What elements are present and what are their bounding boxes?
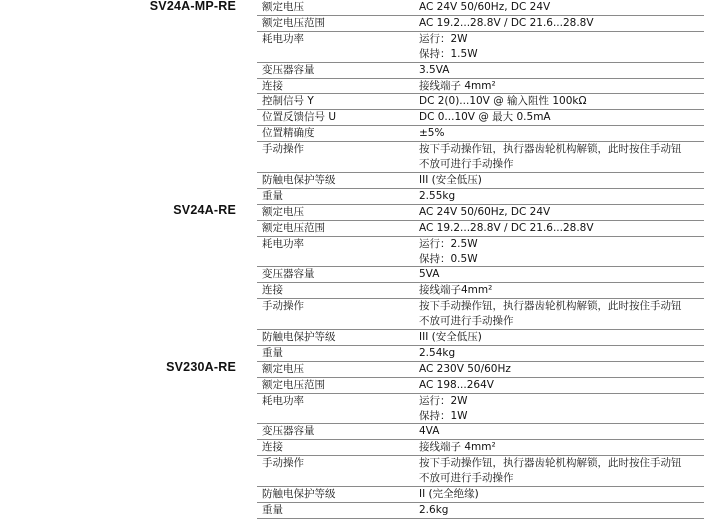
spec-value [419, 221, 704, 236]
spec-value [419, 189, 704, 204]
spec-row [257, 188, 704, 204]
spec-label: 连接 [262, 441, 283, 454]
model-heading: SV24A-RE [173, 203, 236, 217]
spec-value-line: 4VA [419, 425, 440, 438]
spec-value-line: II (完全绝缘) [419, 488, 479, 501]
spec-value [419, 32, 704, 62]
model-heading: SV24A-MP-RE [149, 0, 236, 13]
spec-row [257, 109, 704, 125]
spec-value [419, 126, 704, 141]
spec-value [419, 142, 704, 172]
spec-value [419, 299, 704, 329]
spec-value-line: 保持：1.5W [419, 47, 478, 60]
spec-label: 重量 [262, 346, 283, 359]
spec-value-line: AC 230V 50/60Hz [419, 362, 511, 375]
spec-value-line: 保持：0.5W [419, 252, 478, 265]
spec-value [419, 440, 704, 455]
spec-label: 变压器容量 [262, 268, 315, 281]
spec-row [257, 15, 704, 31]
spec-value [419, 110, 704, 125]
spec-row [257, 93, 704, 109]
spec-row [257, 439, 704, 455]
spec-value-line: 接线端子 4mm² [419, 441, 496, 454]
spec-row [257, 172, 704, 188]
spec-label: 连接 [262, 284, 283, 297]
spec-value-line: 2.54kg [419, 346, 456, 359]
spec-row [257, 31, 704, 62]
spec-value-line: 5VA [419, 268, 440, 281]
spec-row [257, 220, 704, 236]
spec-value [419, 424, 704, 439]
spec-value-line: AC 19.2...28.8V / DC 21.6...28.8V [419, 221, 594, 234]
spec-row [257, 125, 704, 141]
spec-value-line: ±5% [419, 127, 445, 140]
spec-label: 连接 [262, 79, 283, 92]
spec-value [419, 394, 704, 424]
spec-row [257, 298, 704, 329]
spec-value-line: 2.55kg [419, 189, 456, 202]
spec-value-line: 3.5VA [419, 63, 450, 76]
model-heading: SV230A-RE [166, 360, 236, 374]
spec-value-line: DC 0...10V @ 最大 0.5mA [419, 111, 551, 124]
spec-row [257, 345, 704, 361]
spec-row [257, 455, 704, 486]
spec-row [257, 423, 704, 439]
spec-value [419, 94, 704, 109]
spec-value-line: 运行：2.5W [419, 237, 478, 250]
spec-value-line: 按下手动操作钮，执行器齿轮机构解锁，此时按住手动钮 [419, 143, 682, 156]
spec-value-line: 不放可进行手动操作 [419, 315, 514, 328]
spec-label: 额定电压 [262, 205, 304, 218]
spec-row [257, 361, 704, 377]
spec-row [257, 0, 704, 15]
spec-label: 额定电压 [262, 362, 304, 375]
spec-label: 手动操作 [262, 143, 304, 156]
spec-section [257, 0, 704, 204]
spec-label: 重量 [262, 504, 283, 516]
spec-value [419, 362, 704, 377]
spec-value [419, 487, 704, 502]
spec-value-line: AC 198...264V [419, 378, 494, 391]
spec-row [257, 502, 704, 518]
spec-value-line: 接线端子 4mm² [419, 79, 496, 92]
spec-row [257, 62, 704, 78]
spec-label: 位置反馈信号 U [262, 111, 337, 124]
spec-value-line: DC 2(0)...10V @ 输入阻性 100kΩ [419, 95, 587, 108]
spec-value-line: AC 24V 50/60Hz, DC 24V [419, 205, 551, 218]
spec-label: 耗电功率 [262, 32, 304, 45]
spec-value [419, 456, 704, 486]
spec-row [257, 329, 704, 345]
spec-value-line: 2.6kg [419, 504, 449, 516]
spec-value-line: III (安全低压) [419, 331, 482, 344]
spec-label: 手动操作 [262, 300, 304, 313]
spec-label: 位置精确度 [262, 127, 315, 140]
spec-value-line: 接线端子4mm² [419, 284, 493, 297]
spec-row [257, 393, 704, 424]
spec-label: 额定电压范围 [262, 378, 325, 391]
spec-value-line: 按下手动操作钮，执行器齿轮机构解锁，此时按住手动钮 [419, 300, 682, 313]
spec-value [419, 63, 704, 78]
spec-value [419, 267, 704, 282]
spec-value-line: 保持：1W [419, 409, 468, 422]
spec-label: 变压器容量 [262, 63, 315, 76]
spec-label: 防触电保护等级 [262, 488, 336, 501]
spec-value [419, 16, 704, 31]
spec-row [257, 204, 704, 220]
spec-label: 防触电保护等级 [262, 331, 336, 344]
spec-value [419, 205, 704, 220]
spec-row [257, 377, 704, 393]
spec-row [257, 282, 704, 298]
spec-value [419, 237, 704, 267]
spec-row [257, 78, 704, 94]
spec-value [419, 173, 704, 188]
spec-value [419, 79, 704, 94]
spec-section [257, 204, 704, 361]
spec-value-line: AC 24V 50/60Hz, DC 24V [419, 1, 551, 13]
spec-row [257, 486, 704, 502]
spec-value [419, 346, 704, 361]
spec-section [257, 361, 704, 518]
spec-value-line: 不放可进行手动操作 [419, 158, 514, 171]
spec-value [419, 378, 704, 393]
spec-row [257, 266, 704, 282]
spec-label: 防触电保护等级 [262, 173, 336, 186]
spec-label: 变压器容量 [262, 425, 315, 438]
spec-value-line: AC 19.2...28.8V / DC 21.6...28.8V [419, 16, 594, 29]
spec-label: 耗电功率 [262, 394, 304, 407]
spec-label: 额定电压范围 [262, 221, 325, 234]
spec-label: 重量 [262, 189, 283, 202]
spec-value [419, 330, 704, 345]
spec-value-line: 按下手动操作钮，执行器齿轮机构解锁，此时按住手动钮 [419, 457, 682, 470]
spec-value [419, 503, 704, 518]
spec-value-line: 运行：2W [419, 394, 468, 407]
spec-label: 额定电压 [262, 1, 304, 13]
spec-row [257, 141, 704, 172]
spec-label: 额定电压范围 [262, 16, 325, 29]
spec-table [257, 0, 704, 519]
spec-value-line: 不放可进行手动操作 [419, 472, 514, 485]
spec-label: 控制信号 Y [262, 95, 314, 108]
spec-label: 手动操作 [262, 457, 304, 470]
spec-value-line: III (安全低压) [419, 173, 482, 186]
spec-label: 耗电功率 [262, 237, 304, 250]
spec-value [419, 0, 704, 15]
spec-value [419, 283, 704, 298]
spec-value-line: 运行：2W [419, 32, 468, 45]
spec-row [257, 236, 704, 267]
